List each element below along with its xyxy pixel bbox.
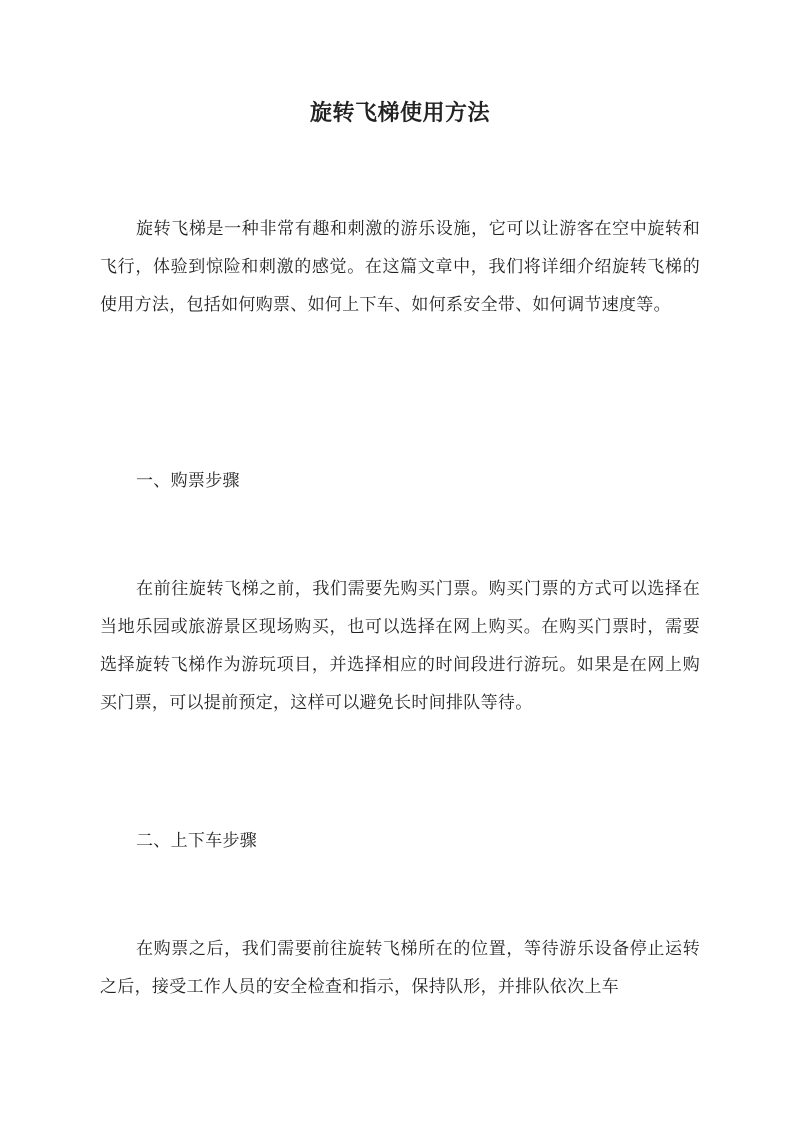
section-heading-boarding: 二、上下车步骤 — [136, 831, 258, 851]
intro-paragraph: 旋转飞梯是一种非常有趣和刺激的游乐设施，它可以让游客在空中旋转和飞行，体验到惊险和刺激的感觉。在这篇文章中，我们将详细介绍旋转飞梯的使用方法，包括如何购票、如何上下车、如何系安全带、如何调节速度等。 — [100, 219, 700, 315]
section-body-boarding: 在购票之后，我们需要前往旋转飞梯所在的位置，等待游乐设备停止运转之后，接受工作人员的安全检查和指示，保持队形，并排队依次上车 — [100, 939, 700, 997]
document-title: 旋转飞梯使用方法 — [309, 100, 490, 126]
section-heading-ticket: 一、购票步骤 — [136, 471, 240, 491]
section-body-ticket: 在前往旋转飞梯之前，我们需要先购买门票。购买门票的方式可以选择在当地乐园或旅游景区现场购买，也可以选择在网上购买。在购买门票时，需要选择旋转飞梯作为游玩项目，并选择相应的时间段进行游玩。如果是在网上购买门票，可以提前预定，这样可以避免长时间排队等待。 — [100, 579, 700, 713]
